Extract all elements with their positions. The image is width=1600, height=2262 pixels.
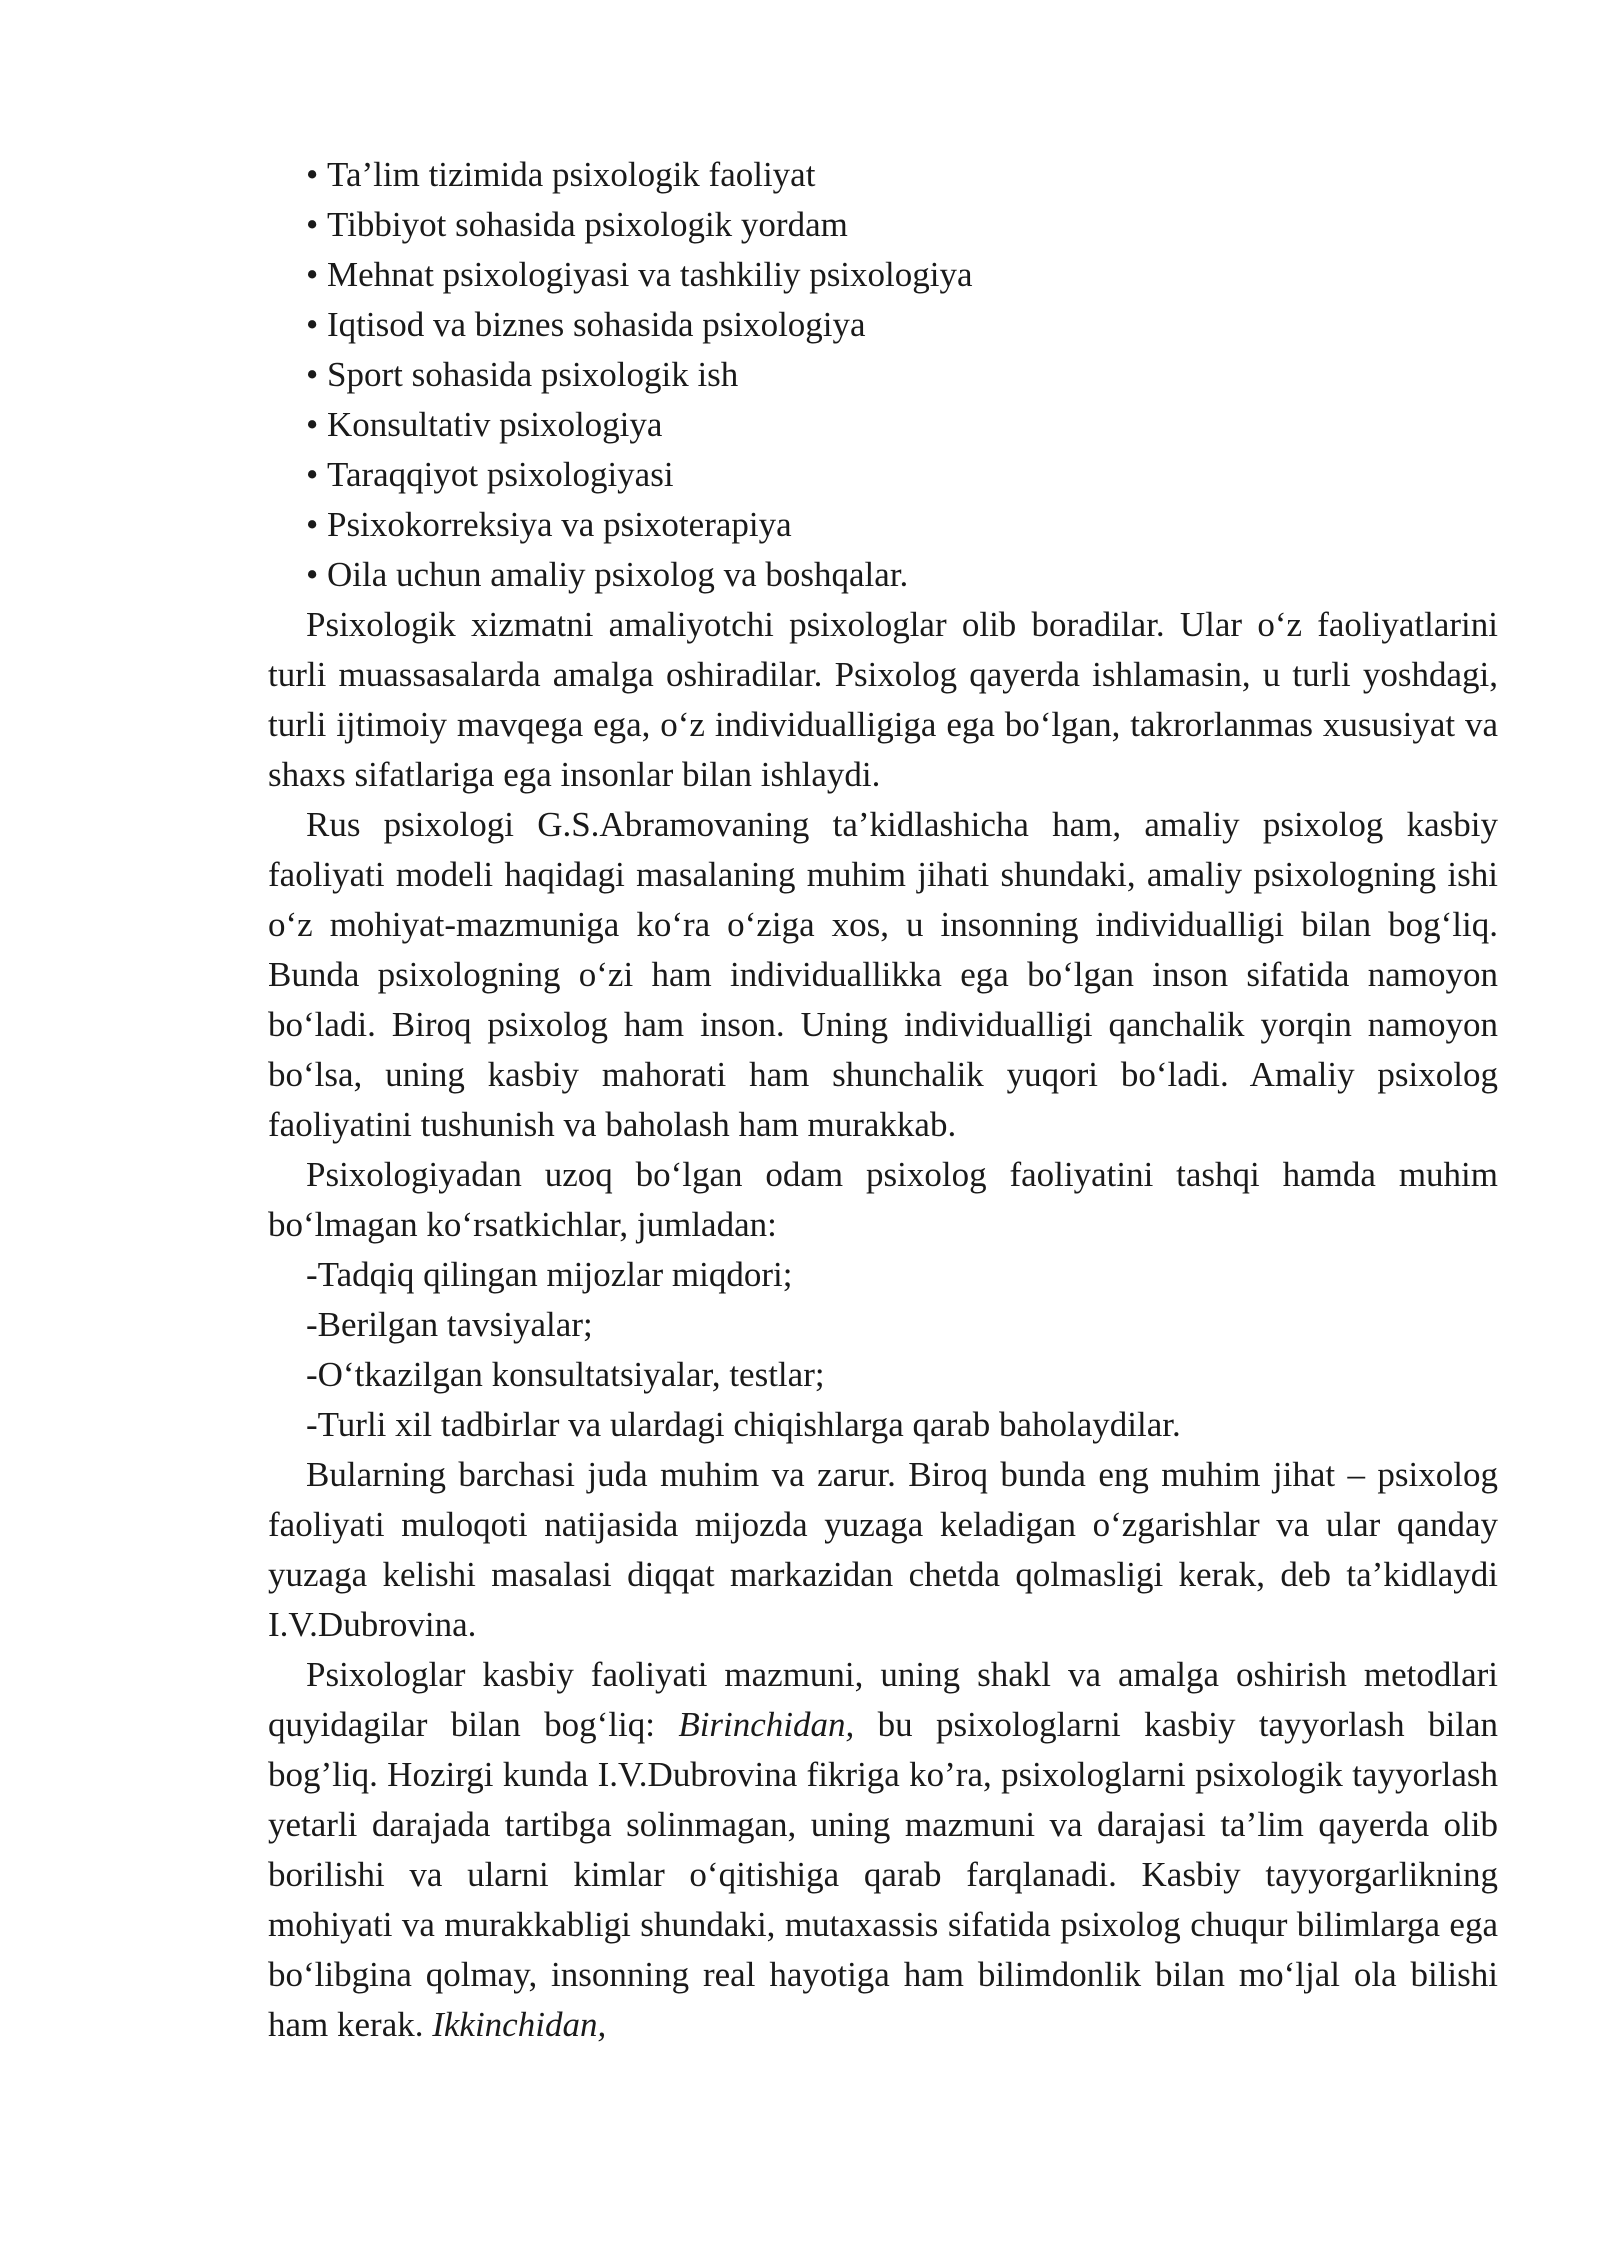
dash-item: -Turli xil tadbirlar va ulardagi chiqishlarga qarab baholaydilar. <box>306 1405 1181 1444</box>
bullet-list <box>268 150 1498 600</box>
paragraph-dubrovina: Bularning barchasi juda muhim va zarur. Biroq bunda eng muhim jihat – psixolog faoliyati muloqoti natijasida mijozda yuzaga keladigan o‘zgarishlar va ular qanday yuzaga kelishi masalasi diqqat markazidan chetda qolmasligi kerak, deb ta’kidlaydi I.V.Dubrovina. <box>268 1455 1498 1644</box>
list-item: • Tibbiyot sohasida psixologik yordam <box>268 200 1498 250</box>
list-item: • Psixokorreksiya va psixoterapiya <box>268 500 1498 550</box>
document-page <box>268 150 1498 2050</box>
paragraph-text: Psixologlar kasbiy faoliyati mazmuni, uning shakl va amalga oshirish metodlari quyidagilar bilan bog‘liq: <box>268 1655 1498 1744</box>
list-item: • Iqtisod va biznes sohasida psixologiya <box>268 300 1498 350</box>
list-item: • Taraqqiyot psixologiyasi <box>268 450 1498 500</box>
dash-item: -O‘tkazilgan konsultatsiyalar, testlar; <box>306 1355 825 1394</box>
paragraph-indicators-intro: Psixologiyadan uzoq bo‘lgan odam psixolog faoliyatini tashqi hamda muhim bo‘lmagan ko‘rsatkichlar, jumladan: <box>268 1155 1498 1244</box>
list-item: • Oila uchun amaliy psixolog va boshqalar. <box>268 550 1498 600</box>
dash-item: -Berilgan tavsiyalar; <box>306 1305 593 1344</box>
paragraph-professional-activity <box>268 1650 1498 2050</box>
list-item: • Mehnat psixologiyasi va tashkiliy psixologiya <box>268 250 1498 300</box>
paragraph-text: bu psixologlarni kasbiy tayyorlash bilan bog’liq. Hozirgi kunda I.V.Dubrovina fikriga ko’ra, psixologlarni psixologik tayyorlash yetarli darajada tartibga solinmagan, uning mazmuni va darajasi ta’lim qayerda olib borilishi va ularni kimlar o‘qitishiga qarab farqlanadi. Kasbiy tayyorgarlikning mohiyati va murakkabligi shundaki, mutaxassis sifatida psixolog chuqur bilimlarga ega bo‘libgina qolmay, insonning real hayotiga ham bilimdonlik bilan mo‘ljal ola bilishi ham kerak. <box>268 1705 1498 2044</box>
paragraph-abramova: Rus psixologi G.S.Abramovaning ta’kidlashicha ham, amaliy psixolog kasbiy faoliyati modeli haqidagi masalaning muhim jihati shundaki, amaliy psixologning ishi o‘z mohiyat-mazmuniga ko‘ra o‘ziga xos, u insonning individualligi bilan bog‘liq. Bunda psixologning o‘zi ham individuallikka ega bo‘lgan inson sifatida namoyon bo‘ladi. Biroq psixolog ham inson. Uning individualligi qanchalik yorqin namoyon bo‘lsa, uning kasbiy mahorati ham shunchalik yuqori bo‘ladi. Amaliy psixolog faoliyatini tushunish va baholash ham murakkab. <box>268 805 1498 1144</box>
italic-term-first: Birinchidan, <box>678 1705 855 1744</box>
list-item: • Ta’lim tizimida psixologik faoliyat <box>268 150 1498 200</box>
paragraph-psychological-service: Psixologik xizmatni amaliyotchi psixologlar olib boradilar. Ular o‘z faoliyatlarini turli muassasalarda amalga oshiradilar. Psixolog qayerda ishlamasin, u turli yoshdagi, turli ijtimoiy mavqega ega, o‘z individualligiga ega bo‘lgan, takrorlanmas xususiyat va shaxs sifatlariga ega insonlar bilan ishlaydi. <box>268 605 1498 794</box>
list-item: • Sport sohasida psixologik ish <box>268 350 1498 400</box>
italic-term-second: Ikkinchidan, <box>432 2005 607 2044</box>
list-item: • Konsultativ psixologiya <box>268 400 1498 450</box>
dash-item: -Tadqiq qilingan mijozlar miqdori; <box>306 1255 793 1294</box>
